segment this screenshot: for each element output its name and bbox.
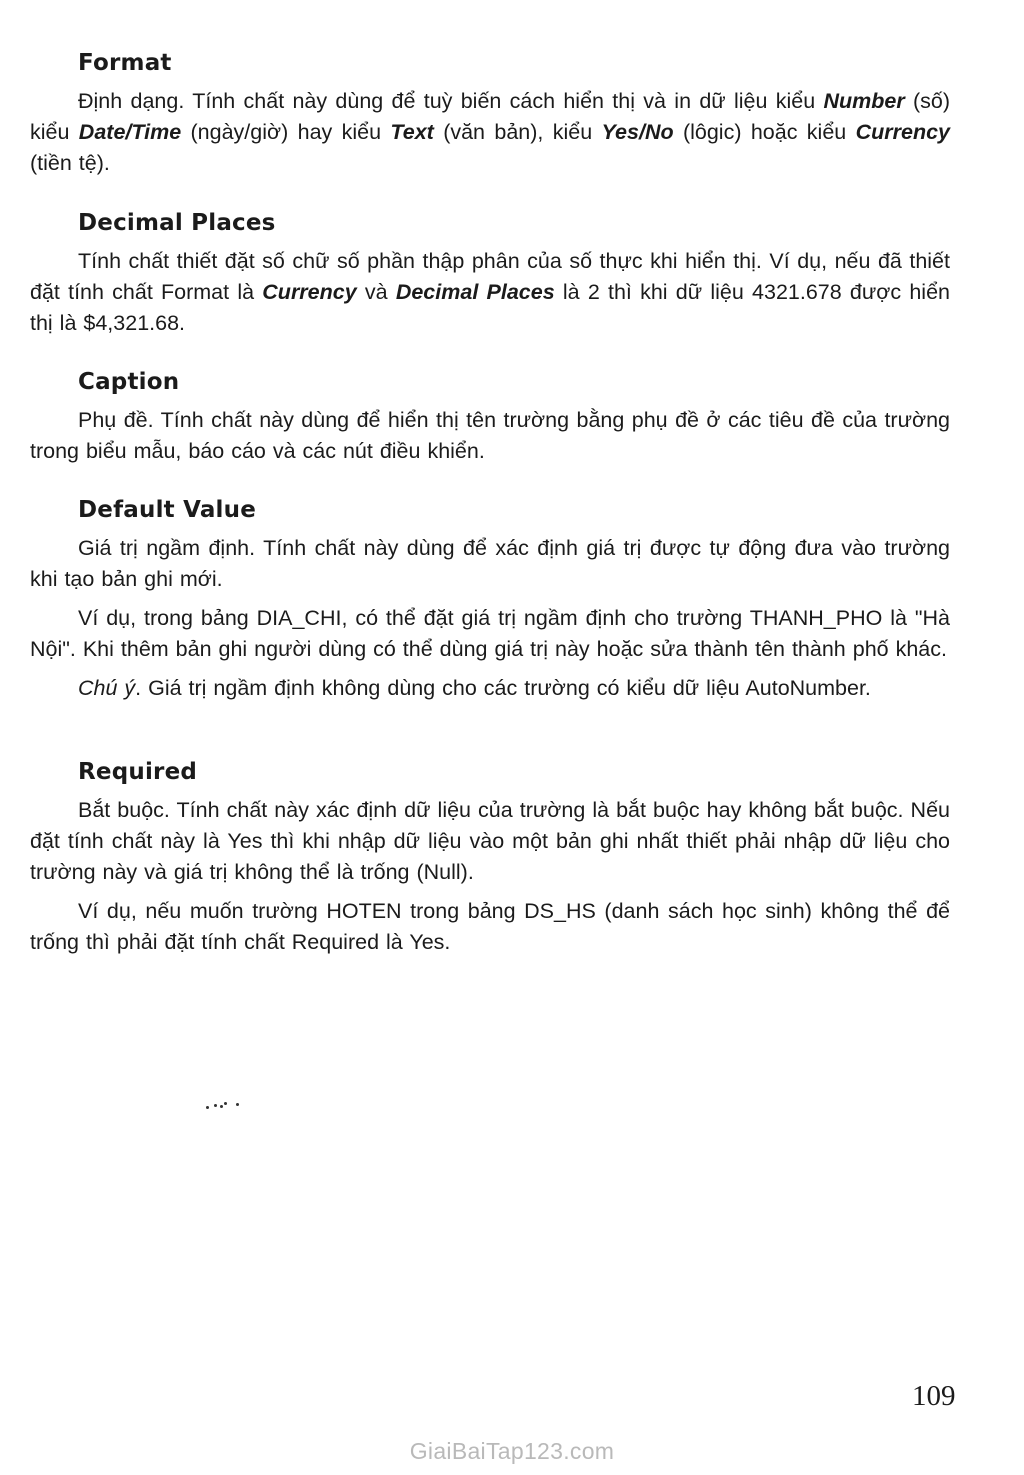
page-number: 109 (912, 1380, 956, 1412)
section-default-value (30, 495, 950, 704)
section-caption (30, 367, 950, 467)
text-run: . Giá trị ngầm định không dùng cho các trường có kiểu dữ liệu AutoNumber. (135, 676, 871, 700)
section-decimal-places (30, 208, 950, 339)
text-run: là 2 thì khi dữ liệu 4321.678 được hiển thị là $4,321.68. (30, 280, 950, 335)
text-run: và (356, 280, 396, 304)
term-number: Number (823, 89, 905, 113)
term-datetime: Date/Time (78, 120, 182, 144)
note-label: Chú ý (78, 676, 136, 700)
paragraph-required-2: Ví dụ, nếu muốn trường HOTEN trong bảng DS_HS (danh sách học sinh) không thể để trống thì phải đặt tính chất Required là Yes. (30, 899, 950, 954)
term-text: Text (390, 120, 434, 144)
text-run: (tiền tệ). (30, 151, 110, 175)
heading-decimal-places: Decimal Places (78, 210, 276, 236)
paragraph-default-value-1: Giá trị ngầm định. Tính chất này dùng để xác định giá trị được tự động đưa vào trường khi tạo bản ghi mới. (30, 536, 950, 591)
heading-required: Required (78, 759, 198, 785)
heading-caption: Caption (78, 369, 180, 395)
term-currency: Currency (855, 120, 951, 144)
heading-default-value: Default Value (78, 497, 256, 523)
scan-specks (204, 1098, 244, 1112)
text-run: (số) kiểu (30, 89, 951, 144)
term-currency: Currency (262, 280, 357, 304)
text-run: Định dạng. Tính chất này dùng để tuỳ biến cách hiển thị và in dữ liệu kiểu (78, 89, 824, 113)
watermark: GiaiBaiTap123.com (409, 1438, 615, 1464)
paragraph-default-value-note (30, 673, 950, 704)
paragraph-default-value-2: Ví dụ, trong bảng DIA_CHI, có thể đặt giá trị ngầm định cho trường THANH_PHO là "Hà Nội". Khi thêm bản ghi người dùng có thể dùng giá trị này hoặc sửa thành tên thành phố khác. (30, 606, 950, 661)
text-run: Tính chất thiết đặt số chữ số phần thập phân của số thực khi hiển thị. Ví dụ, nếu đã thiết đặt tính chất Format là (30, 249, 950, 304)
section-required (30, 757, 950, 958)
paragraph-format (30, 86, 950, 179)
text-run: (ngày/giờ) hay kiểu (181, 120, 391, 144)
section-format (30, 48, 950, 179)
paragraph-decimal-places (30, 246, 950, 339)
text-run: (văn bản), kiểu (433, 120, 602, 144)
term-decimal-places: Decimal Places (395, 280, 555, 304)
term-yesno: Yes/No (601, 120, 674, 144)
heading-format: Format (78, 50, 172, 76)
paragraph-required-1: Bắt buộc. Tính chất này xác định dữ liệu của trường là bắt buộc hay không bắt buộc. Nếu đặt tính chất này là Yes thì khi nhập dữ liệu vào một bản ghi nhất thiết phải nhập dữ liệu cho trường này và giá trị không thể là trống (Null). (30, 798, 950, 884)
paragraph-caption: Phụ đề. Tính chất này dùng để hiển thị tên trường bằng phụ đề ở các tiêu đề của trường trong biểu mẫu, báo cáo và các nút điều khiển. (30, 408, 950, 463)
text-run: (lôgic) hoặc kiểu (673, 120, 856, 144)
